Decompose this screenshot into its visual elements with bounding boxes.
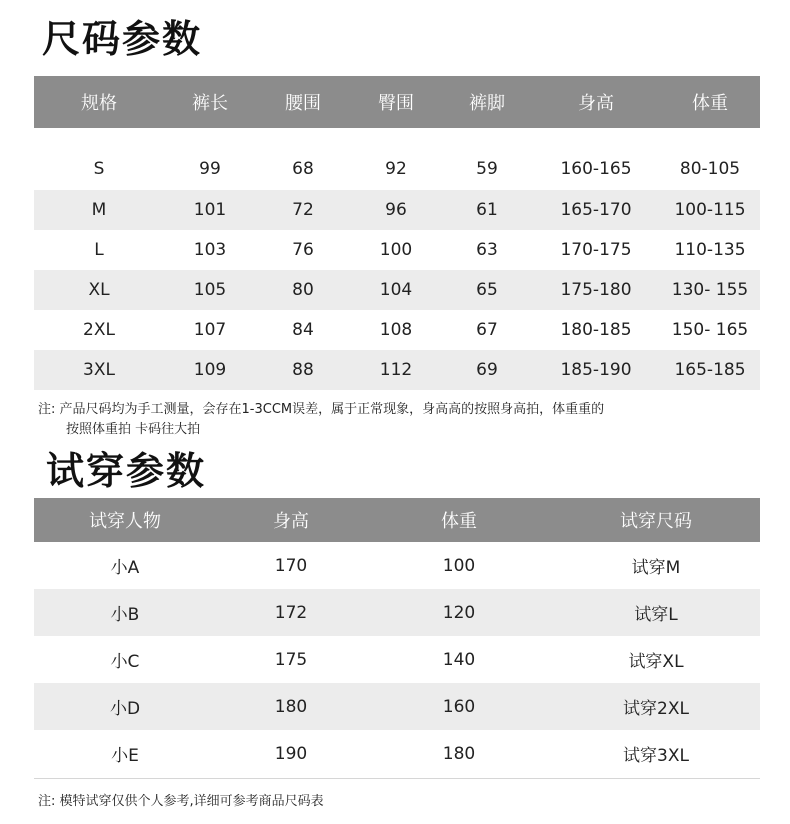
size-chart-table bbox=[34, 76, 760, 390]
header-cell: 臀围 bbox=[350, 76, 442, 128]
cell: 160-165 bbox=[560, 159, 632, 179]
header-cell: 试穿尺码 bbox=[552, 498, 760, 542]
cell: 2XL bbox=[83, 320, 115, 340]
cell: 105 bbox=[164, 270, 256, 310]
table-row bbox=[34, 128, 760, 190]
cell: 65 bbox=[442, 270, 532, 310]
divider bbox=[34, 778, 760, 779]
cell: 107 bbox=[193, 320, 227, 340]
fit-header-row bbox=[34, 498, 760, 542]
cell: 100-115 bbox=[660, 190, 760, 230]
cell: 试穿M bbox=[631, 558, 681, 578]
cell: 84 bbox=[292, 320, 314, 340]
fit-reference-table bbox=[34, 498, 760, 777]
cell: 小D bbox=[34, 683, 216, 730]
cell: 110-135 bbox=[674, 240, 746, 260]
cell: 72 bbox=[256, 190, 350, 230]
cell: 170-175 bbox=[560, 240, 632, 260]
size-note-line1: 注: 产品尺码均为手工测量，会存在1-3CCM误差，属于正常现象，身高高的按照身高拍，体重重的 bbox=[38, 402, 605, 417]
cell: 180 bbox=[216, 683, 366, 730]
cell: 80-105 bbox=[679, 159, 741, 179]
cell: M bbox=[34, 190, 164, 230]
header-cell: 裤长 bbox=[164, 76, 256, 128]
cell: 试穿L bbox=[552, 589, 760, 636]
cell: 92 bbox=[385, 159, 407, 179]
cell: 101 bbox=[164, 190, 256, 230]
cell: 小E bbox=[111, 746, 139, 766]
table-row bbox=[34, 230, 760, 270]
cell: 172 bbox=[216, 589, 366, 636]
size-header-row bbox=[34, 76, 760, 128]
cell: 67 bbox=[476, 320, 498, 340]
table-row bbox=[34, 683, 760, 730]
fit-section-title: 试穿参数 bbox=[46, 449, 207, 493]
cell: 103 bbox=[193, 240, 227, 260]
table-row bbox=[34, 730, 760, 777]
table-row bbox=[34, 190, 760, 230]
header-cell: 试穿人物 bbox=[34, 498, 216, 542]
cell: 小C bbox=[110, 652, 140, 672]
size-section-title: 尺码参数 bbox=[42, 17, 203, 61]
cell: 140 bbox=[442, 649, 476, 670]
cell: 99 bbox=[199, 159, 221, 179]
header-cell: 身高 bbox=[532, 76, 660, 128]
header-cell: 体重 bbox=[366, 498, 552, 542]
size-note bbox=[38, 400, 758, 440]
cell: XL bbox=[34, 270, 164, 310]
cell: 180-185 bbox=[560, 320, 632, 340]
cell: 68 bbox=[292, 159, 314, 179]
table-row bbox=[34, 589, 760, 636]
cell: 3XL bbox=[34, 350, 164, 390]
table-row bbox=[34, 542, 760, 589]
header-cell: 规格 bbox=[34, 76, 164, 128]
table-row bbox=[34, 350, 760, 390]
cell: 108 bbox=[379, 320, 413, 340]
cell: 175-180 bbox=[532, 270, 660, 310]
table-row bbox=[34, 270, 760, 310]
header-cell: 腰围 bbox=[256, 76, 350, 128]
cell: 190 bbox=[274, 743, 308, 764]
cell: 130- 155 bbox=[660, 270, 760, 310]
fit-note: 注: 模特试穿仅供个人参考,详细可参考商品尺码表 bbox=[38, 794, 324, 809]
cell: 109 bbox=[164, 350, 256, 390]
table-row bbox=[34, 310, 760, 350]
cell: 160 bbox=[366, 683, 552, 730]
cell: 61 bbox=[442, 190, 532, 230]
cell: 165-185 bbox=[660, 350, 760, 390]
cell: 88 bbox=[256, 350, 350, 390]
cell: 76 bbox=[292, 240, 314, 260]
cell: 96 bbox=[350, 190, 442, 230]
cell: 104 bbox=[350, 270, 442, 310]
header-cell: 裤脚 bbox=[442, 76, 532, 128]
cell: 165-170 bbox=[532, 190, 660, 230]
cell: 112 bbox=[350, 350, 442, 390]
cell: 100 bbox=[379, 240, 413, 260]
cell: 试穿2XL bbox=[552, 683, 760, 730]
cell: 170 bbox=[274, 555, 308, 576]
cell: 180 bbox=[442, 743, 476, 764]
cell: 小B bbox=[34, 589, 216, 636]
cell: 59 bbox=[476, 159, 498, 179]
cell: 63 bbox=[476, 240, 498, 260]
cell: 150- 165 bbox=[671, 320, 749, 340]
cell: 80 bbox=[256, 270, 350, 310]
header-cell: 体重 bbox=[660, 76, 760, 128]
cell: 69 bbox=[442, 350, 532, 390]
table-row bbox=[34, 636, 760, 683]
cell: 100 bbox=[442, 555, 476, 576]
cell: 185-190 bbox=[532, 350, 660, 390]
cell: S bbox=[93, 159, 105, 179]
header-cell: 身高 bbox=[216, 498, 366, 542]
cell: 试穿3XL bbox=[623, 746, 689, 766]
cell: 试穿XL bbox=[628, 652, 684, 672]
size-note-line2: 按照体重拍 卡码往大拍 bbox=[66, 422, 201, 437]
cell: 120 bbox=[366, 589, 552, 636]
cell: L bbox=[94, 240, 104, 260]
cell: 小A bbox=[110, 558, 140, 578]
cell: 175 bbox=[274, 649, 308, 670]
